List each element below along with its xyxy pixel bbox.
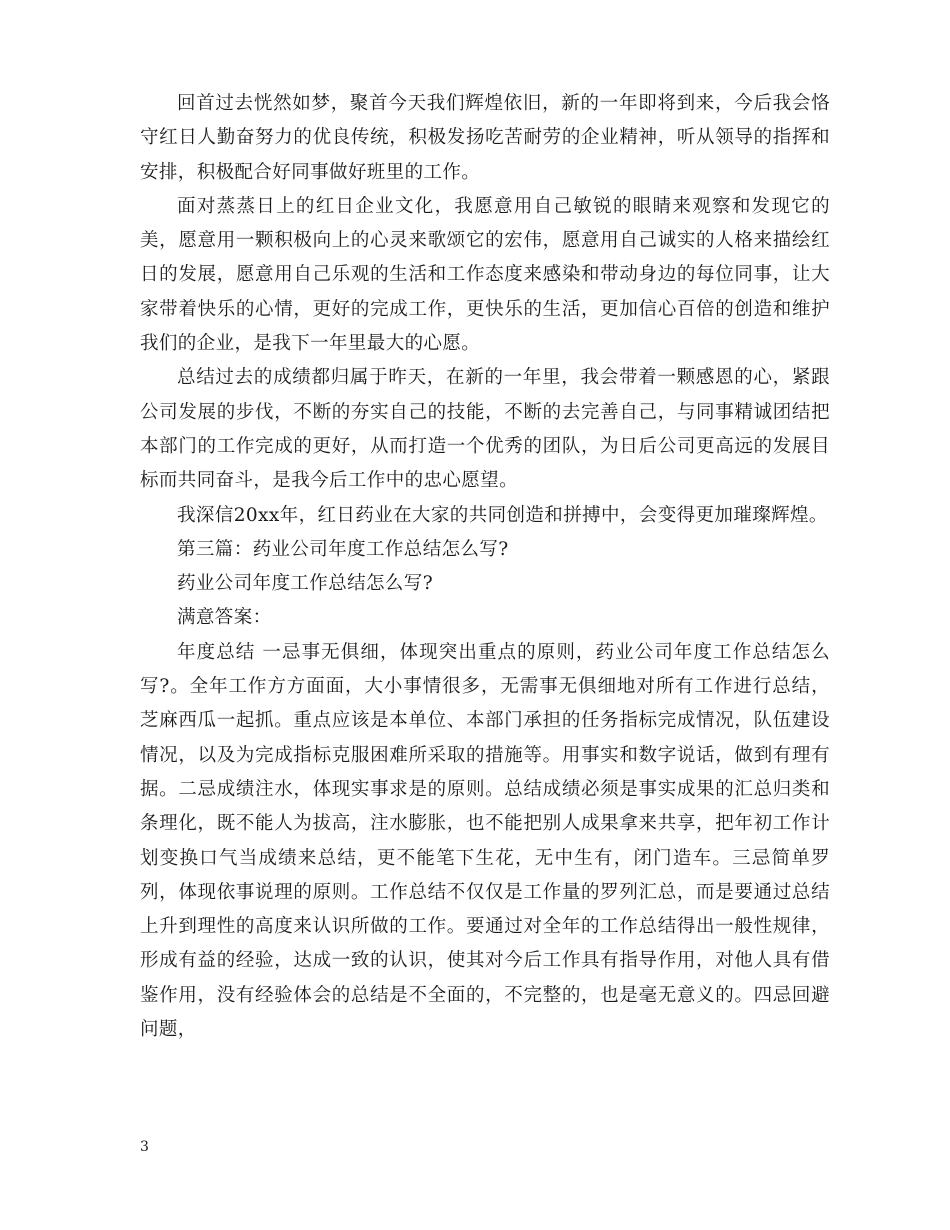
document-body [140, 87, 830, 1047]
answer-label: 满意答案： [177, 607, 272, 629]
page-number: 3 [140, 1139, 149, 1155]
paragraph-1: 回首过去恍然如梦，聚首今天我们辉煌依旧，新的一年即将到来，今后我会恪守红日人勤奋努力的优良传统，积极发扬吃苦耐劳的企业精神，听从领导的指挥和安排，积极配合好同事做好班里的工作。 [140, 93, 830, 183]
question-title: 药业公司年度工作总结怎么写? [177, 573, 434, 595]
paragraph-2: 面对蒸蒸日上的红日企业文化，我愿意用自己敏锐的眼睛来观察和发现它的美，愿意用一颗积极向上的心灵来歌颂它的宏伟，愿意用自己诚实的人格来描绘红日的发展，愿意用自己乐观的生活和工作态度来感染和带动身边的每位同事，让大家带着快乐的心情，更好的完成工作，更快乐的生活，更加信心百倍的创造和维护我们的企业，是我下一年里最大的心愿。 [140, 195, 830, 355]
paragraph-3: 总结过去的成绩都归属于昨天，在新的一年里，我会带着一颗感恩的心，紧跟公司发展的步伐，不断的夯实自己的技能，不断的去完善自己，与同事精诚团结把本部门的工作完成的更好，从而打造一个优秀的团队，为日后公司更高远的发展目标而共同奋斗，是我今后工作中的忠心愿望。 [140, 367, 830, 492]
answer-body: 年度总结 一忌事无俱细，体现突出重点的原则，药业公司年度工作总结怎么写?。全年工作方方面面，大小事情很多，无需事无俱细地对所有工作进行总结，芝麻西瓜一起抓。重点应该是本单位、本部门承担的任务指标完成情况，队伍建设情况，以及为完成指标克服困难所采取的措施等。用事实和数字说话，做到有理有据。二忌成绩注水，体现实事求是的原则。总结成绩必须是事实成果的汇总归类和条理化，既不能人为拔高，注水膨胀，也不能把别人成果拿来共享，把年初工作计划变换口气当成绩来总结，更不能笔下生花，无中生有，闭门造车。三忌简单罗列，体现依事说理的原则。工作总结不仅仅是工作量的罗列汇总，而是要通过总结上升到理性的高度来认识所做的工作。要通过对全年的工作总结得出一般性规律，形成有益的经验，达成一致的认识，使其对今后工作具有指导作用，对他人具有借鉴作用，没有经验体会的总结是不全面的，不完整的，也是毫无意义的。四忌回避问题， [140, 641, 830, 1041]
section-heading: 第三篇：药业公司年度工作总结怎么写? [177, 538, 509, 560]
paragraph-4: 我深信20xx年，红日药业在大家的共同创造和拼搏中，会变得更加璀璨辉煌。 [177, 504, 828, 526]
